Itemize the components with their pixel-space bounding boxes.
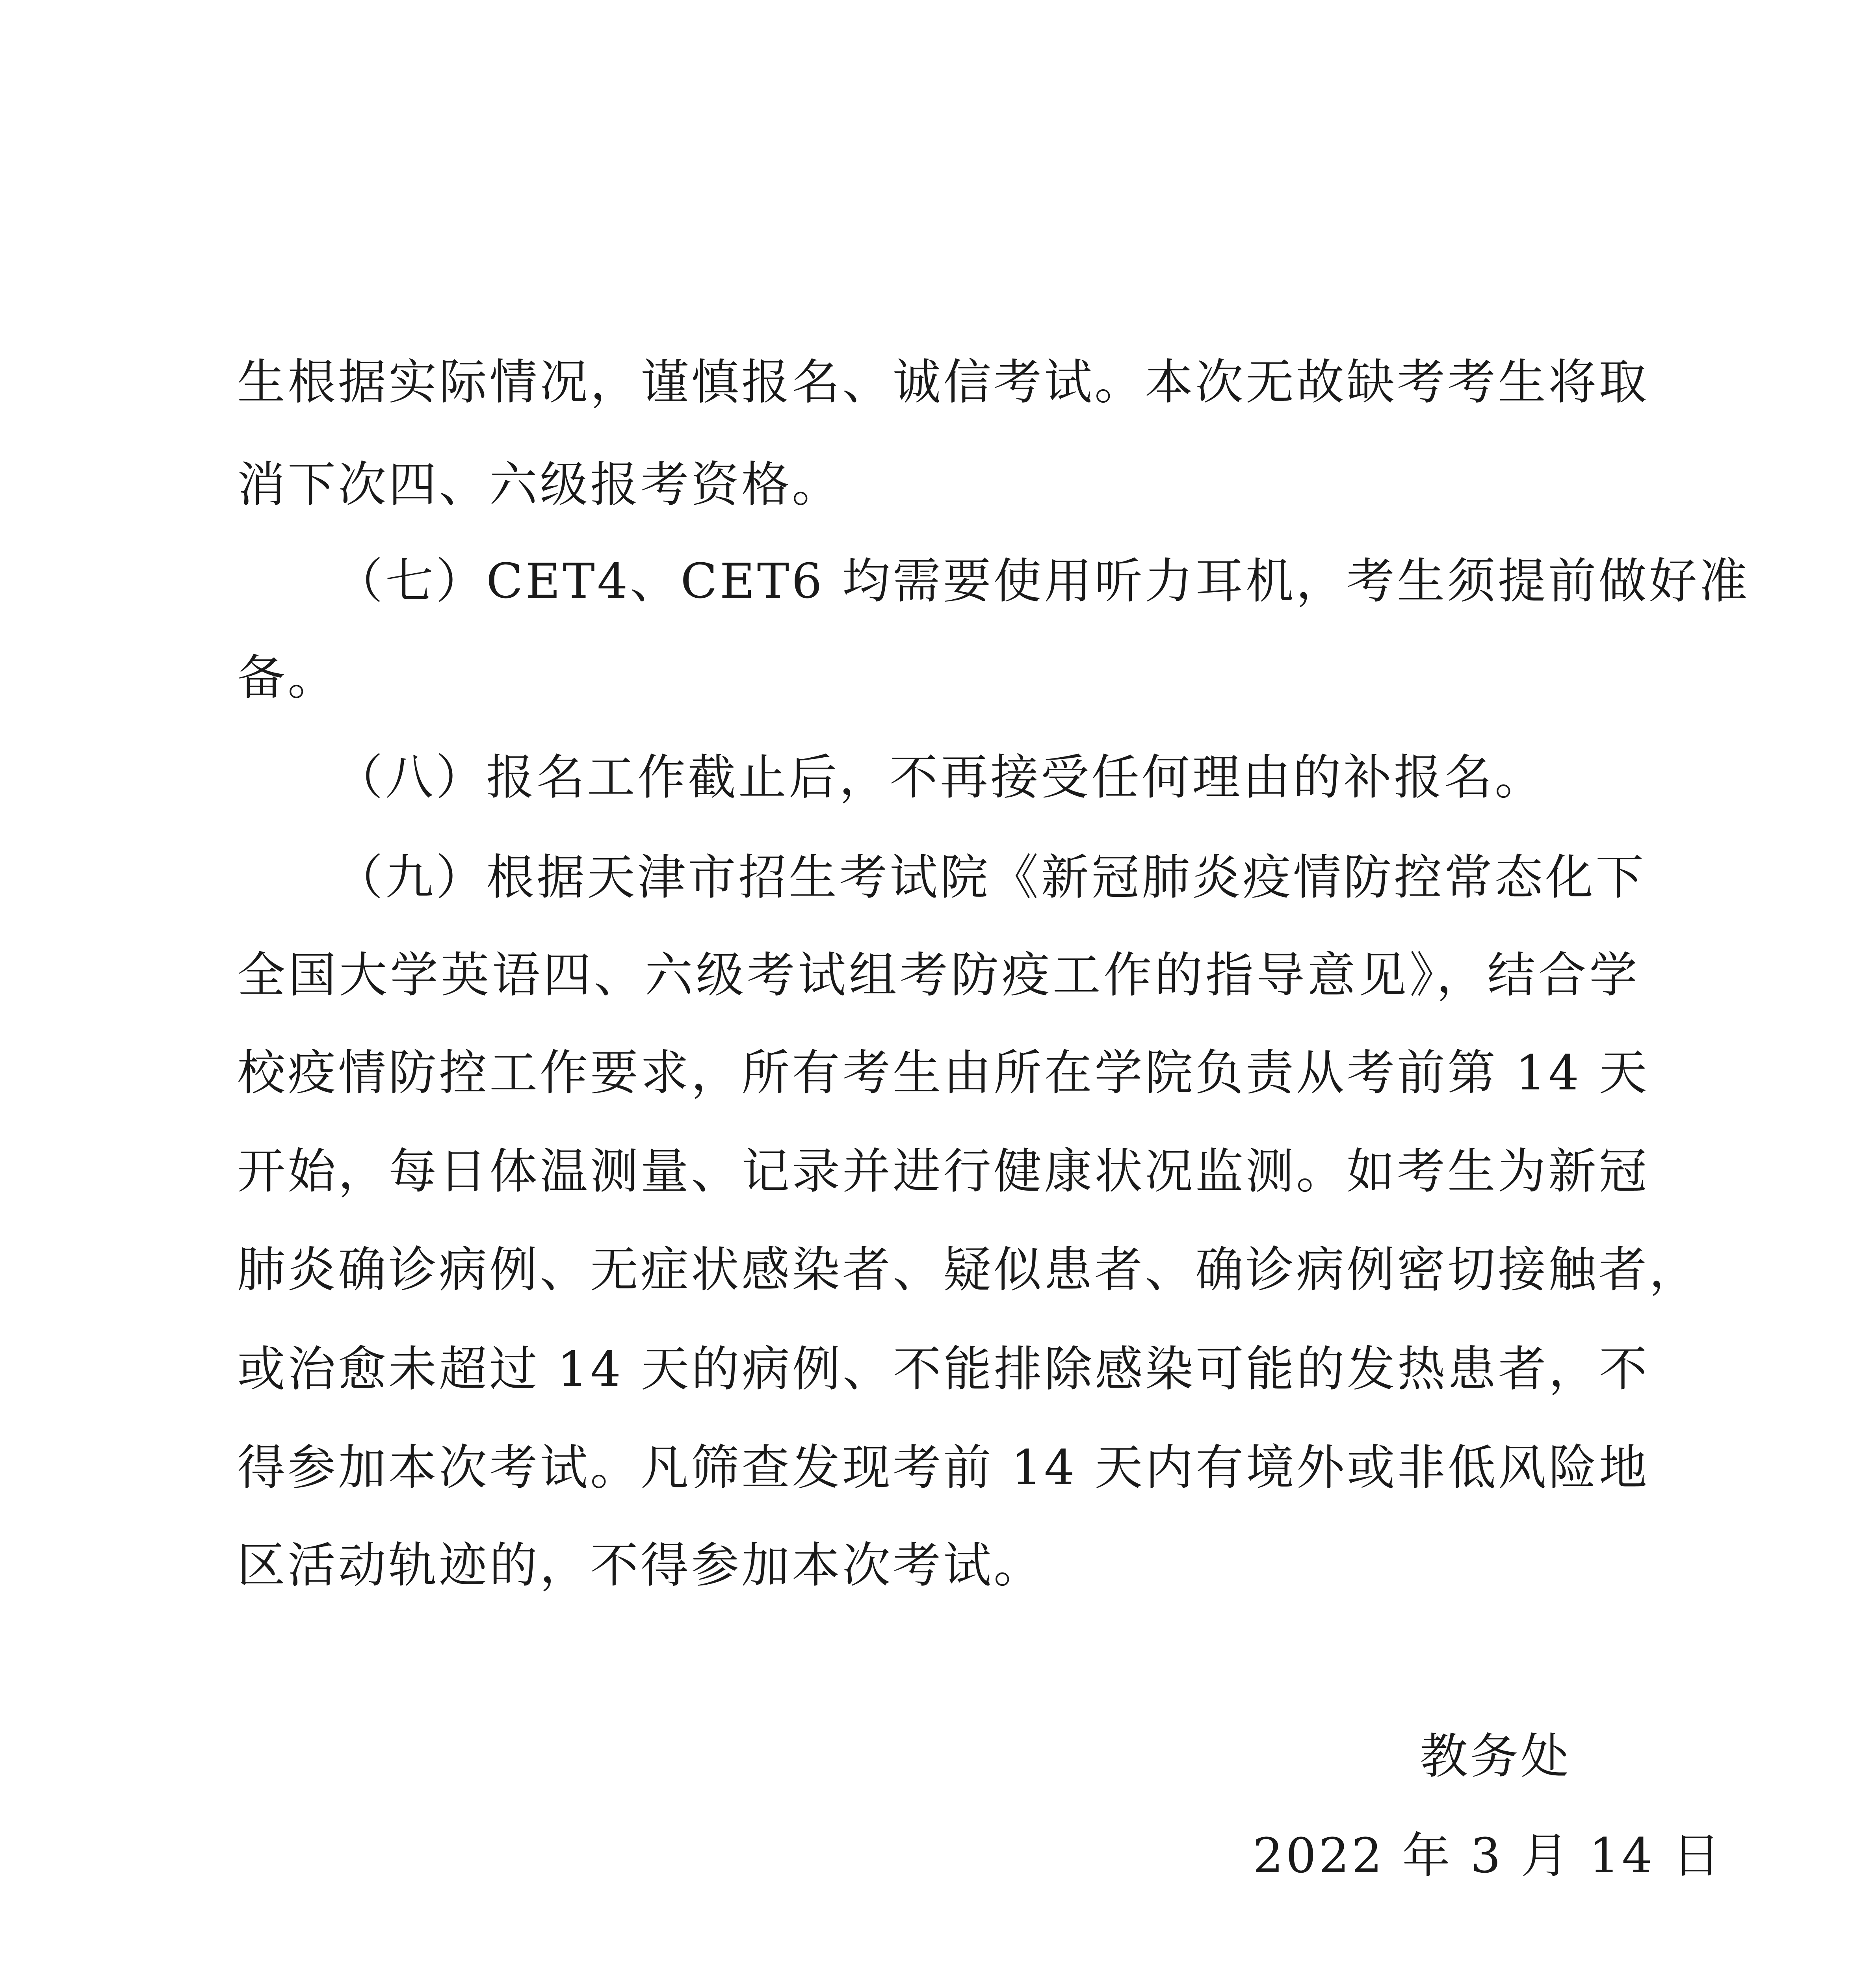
body-text-line: 消下次四、六级报考资格。 bbox=[237, 457, 842, 513]
item-9-line: 或治愈未超过 14 天的病例、不能排除感染可能的发热患者，不 bbox=[237, 1341, 1649, 1397]
item-9-line: 开始，每日体温测量、记录并进行健康状况监测。如考生为新冠 bbox=[237, 1143, 1649, 1199]
item-9-line: 区活动轨迹的，不得参加本次考试。 bbox=[237, 1537, 1044, 1593]
body-text-line: 生根据实际情况，谨慎报名、诚信考试。本次无故缺考考生将取 bbox=[237, 354, 1649, 410]
item-9-line: 肺炎确诊病例、无症状感染者、疑似患者、确诊病例密切接触者， bbox=[237, 1242, 1700, 1298]
signature-office: 教务处 bbox=[1420, 1728, 1571, 1784]
item-9-line: 校疫情防控工作要求，所有考生由所在学院负责从考前第 14 天 bbox=[237, 1045, 1649, 1101]
signature-date: 2022 年 3 月 14 日 bbox=[1253, 1828, 1723, 1884]
item-7-line: 备。 bbox=[237, 650, 338, 706]
item-9-line: 得参加本次考试。凡筛查发现考前 14 天内有境外或非低风险地 bbox=[237, 1440, 1649, 1496]
item-8-line: （八）报名工作截止后，不再接受任何理由的补报名。 bbox=[335, 749, 1545, 805]
item-7-line: （七）CET4、CET6 均需要使用听力耳机，考生须提前做好准 bbox=[335, 553, 1750, 609]
item-9-line: 全国大学英语四、六级考试组考防疫工作的指导意见》，结合学 bbox=[237, 947, 1640, 1003]
item-9-line: （九）根据天津市招生考试院《新冠肺炎疫情防控常态化下 bbox=[335, 849, 1646, 905]
